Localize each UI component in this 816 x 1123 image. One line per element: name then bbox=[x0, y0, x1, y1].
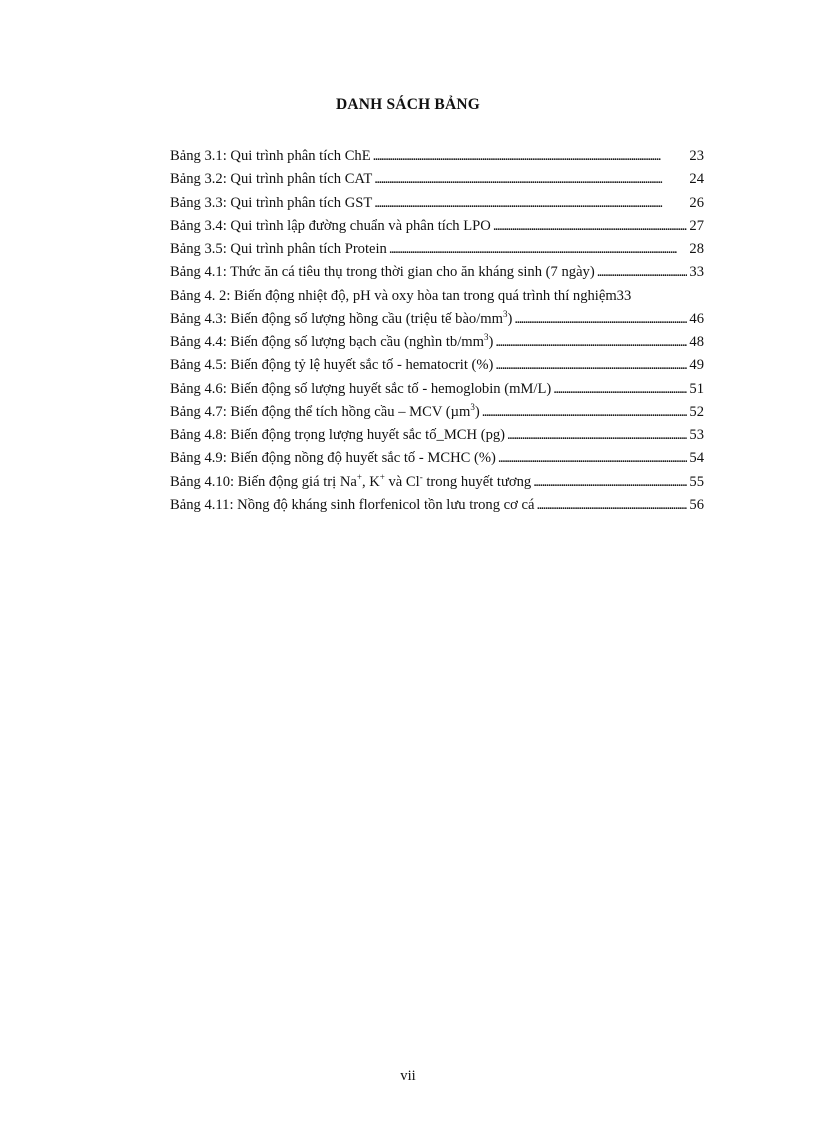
toc-entry-label: Bảng 4.11: Nồng độ kháng sinh florfenicol tồn lưu trong cơ cá bbox=[170, 496, 535, 513]
toc-entry-4-9[interactable] bbox=[170, 447, 704, 470]
page-title: DANH SÁCH BẢNG bbox=[335, 96, 481, 113]
toc-entry-3-3[interactable] bbox=[170, 192, 704, 215]
dot-leader bbox=[507, 424, 687, 447]
toc-entry-3-1[interactable] bbox=[170, 145, 704, 168]
dot-leader bbox=[498, 447, 688, 470]
toc-entry-4-2[interactable] bbox=[170, 285, 704, 308]
dot-leader bbox=[597, 261, 688, 284]
toc-entry-label: Bảng 3.2: Qui trình phân tích CAT bbox=[170, 171, 373, 188]
toc-entry-label: Bảng 4.3: Biến động số lượng hồng cầu (triệu tế bào/$mm^3$) bbox=[170, 308, 513, 327]
table-list bbox=[170, 145, 704, 517]
toc-entry-label: Bảng 4.8: Biến động trọng lượng huyết sắc tố_MCH (pg) bbox=[170, 427, 506, 443]
toc-entry-4-5[interactable] bbox=[170, 354, 704, 377]
toc-entry-3-5[interactable] bbox=[170, 238, 704, 261]
dot-leader bbox=[374, 192, 687, 215]
toc-entry-3-2[interactable] bbox=[170, 168, 704, 191]
toc-entry-page: 23 bbox=[689, 148, 704, 164]
toc-entry-page: 24 bbox=[689, 171, 704, 188]
toc-entry-label: Bảng 4.6: Biến động số lượng huyết sắc tố - hemoglobin (mM/L) bbox=[170, 380, 552, 397]
toc-entry-4-4[interactable] bbox=[170, 331, 704, 354]
toc-entry-4-7[interactable] bbox=[170, 401, 704, 424]
toc-entry-label: Bảng 4.10: Biến động giá trị Na+, K+ và Cl- trong huyết tương bbox=[170, 471, 532, 490]
page-number: vii bbox=[400, 1068, 416, 1084]
toc-entry-label: Bảng 4.4: Biến động số lượng bạch cầu (nghìn $tb/mm^3$) bbox=[170, 332, 494, 350]
dot-leader bbox=[495, 331, 687, 354]
toc-entry-page: 54 bbox=[689, 450, 704, 467]
toc-entry-label: Bảng 4.9: Biến động nồng độ huyết sắc tố - MCHC (%) bbox=[170, 450, 496, 467]
toc-entry-4-8[interactable] bbox=[170, 424, 704, 447]
toc-entry-page: 27 bbox=[689, 217, 704, 234]
dot-leader bbox=[373, 145, 688, 168]
toc-entry-page: 49 bbox=[689, 357, 704, 374]
toc-entry-page: 33 bbox=[689, 264, 704, 281]
toc-entry-page: 33 bbox=[616, 287, 632, 304]
toc-entry-3-4[interactable] bbox=[170, 215, 704, 238]
dot-leader bbox=[482, 401, 688, 424]
dot-leader bbox=[553, 378, 687, 401]
toc-entry-label: Bảng 4.1: Thức ăn cá tiêu thụ trong thời gian cho ăn kháng sinh (7 ngày) bbox=[170, 264, 595, 281]
toc-entry-page: 28 bbox=[689, 241, 704, 257]
toc-entry-label: Bảng 4. 2: Biến động nhiệt độ, pH và oxy hòa tan trong quá trình thí nghiệm bbox=[170, 287, 617, 304]
toc-entry-label: Bảng 3.1: Qui trình phân tích ChE bbox=[170, 148, 371, 164]
toc-entry-page: 52 bbox=[689, 403, 704, 420]
dot-leader bbox=[536, 494, 687, 517]
toc-entry-page: 26 bbox=[689, 194, 704, 211]
toc-entry-page: 46 bbox=[689, 310, 704, 327]
toc-entry-page: 51 bbox=[689, 380, 704, 397]
toc-entry-4-3[interactable] bbox=[170, 308, 704, 331]
toc-entry-label: Bảng 4.5: Biến động tỷ lệ huyết sắc tố - hematocrit (%) bbox=[170, 357, 494, 374]
toc-entry-4-11[interactable] bbox=[170, 494, 704, 517]
dot-leader bbox=[374, 168, 687, 191]
dot-leader bbox=[493, 215, 688, 238]
toc-entry-label: Bảng 3.5: Qui trình phân tích Protein bbox=[170, 241, 387, 257]
toc-entry-4-1[interactable] bbox=[170, 261, 704, 284]
toc-entry-label: Bảng 4.7: Biến động thể tích hồng cầu – MCV (µm$^3$) bbox=[170, 401, 480, 420]
toc-entry-page: 48 bbox=[689, 334, 704, 350]
toc-entry-label: Bảng 3.4: Qui trình lập đường chuẩn và phân tích LPO bbox=[170, 217, 491, 234]
toc-entry-page: 56 bbox=[689, 496, 704, 513]
toc-entry-4-10[interactable] bbox=[170, 471, 704, 494]
toc-entry-label: Bảng 3.3: Qui trình phân tích GST bbox=[170, 194, 373, 211]
dot-leader bbox=[389, 238, 688, 261]
dot-leader bbox=[495, 354, 687, 377]
toc-entry-4-6[interactable] bbox=[170, 378, 704, 401]
dot-leader bbox=[514, 308, 687, 331]
dot-leader bbox=[533, 471, 687, 494]
toc-entry-page: 55 bbox=[689, 473, 704, 490]
toc-entry-page: 53 bbox=[689, 427, 704, 443]
